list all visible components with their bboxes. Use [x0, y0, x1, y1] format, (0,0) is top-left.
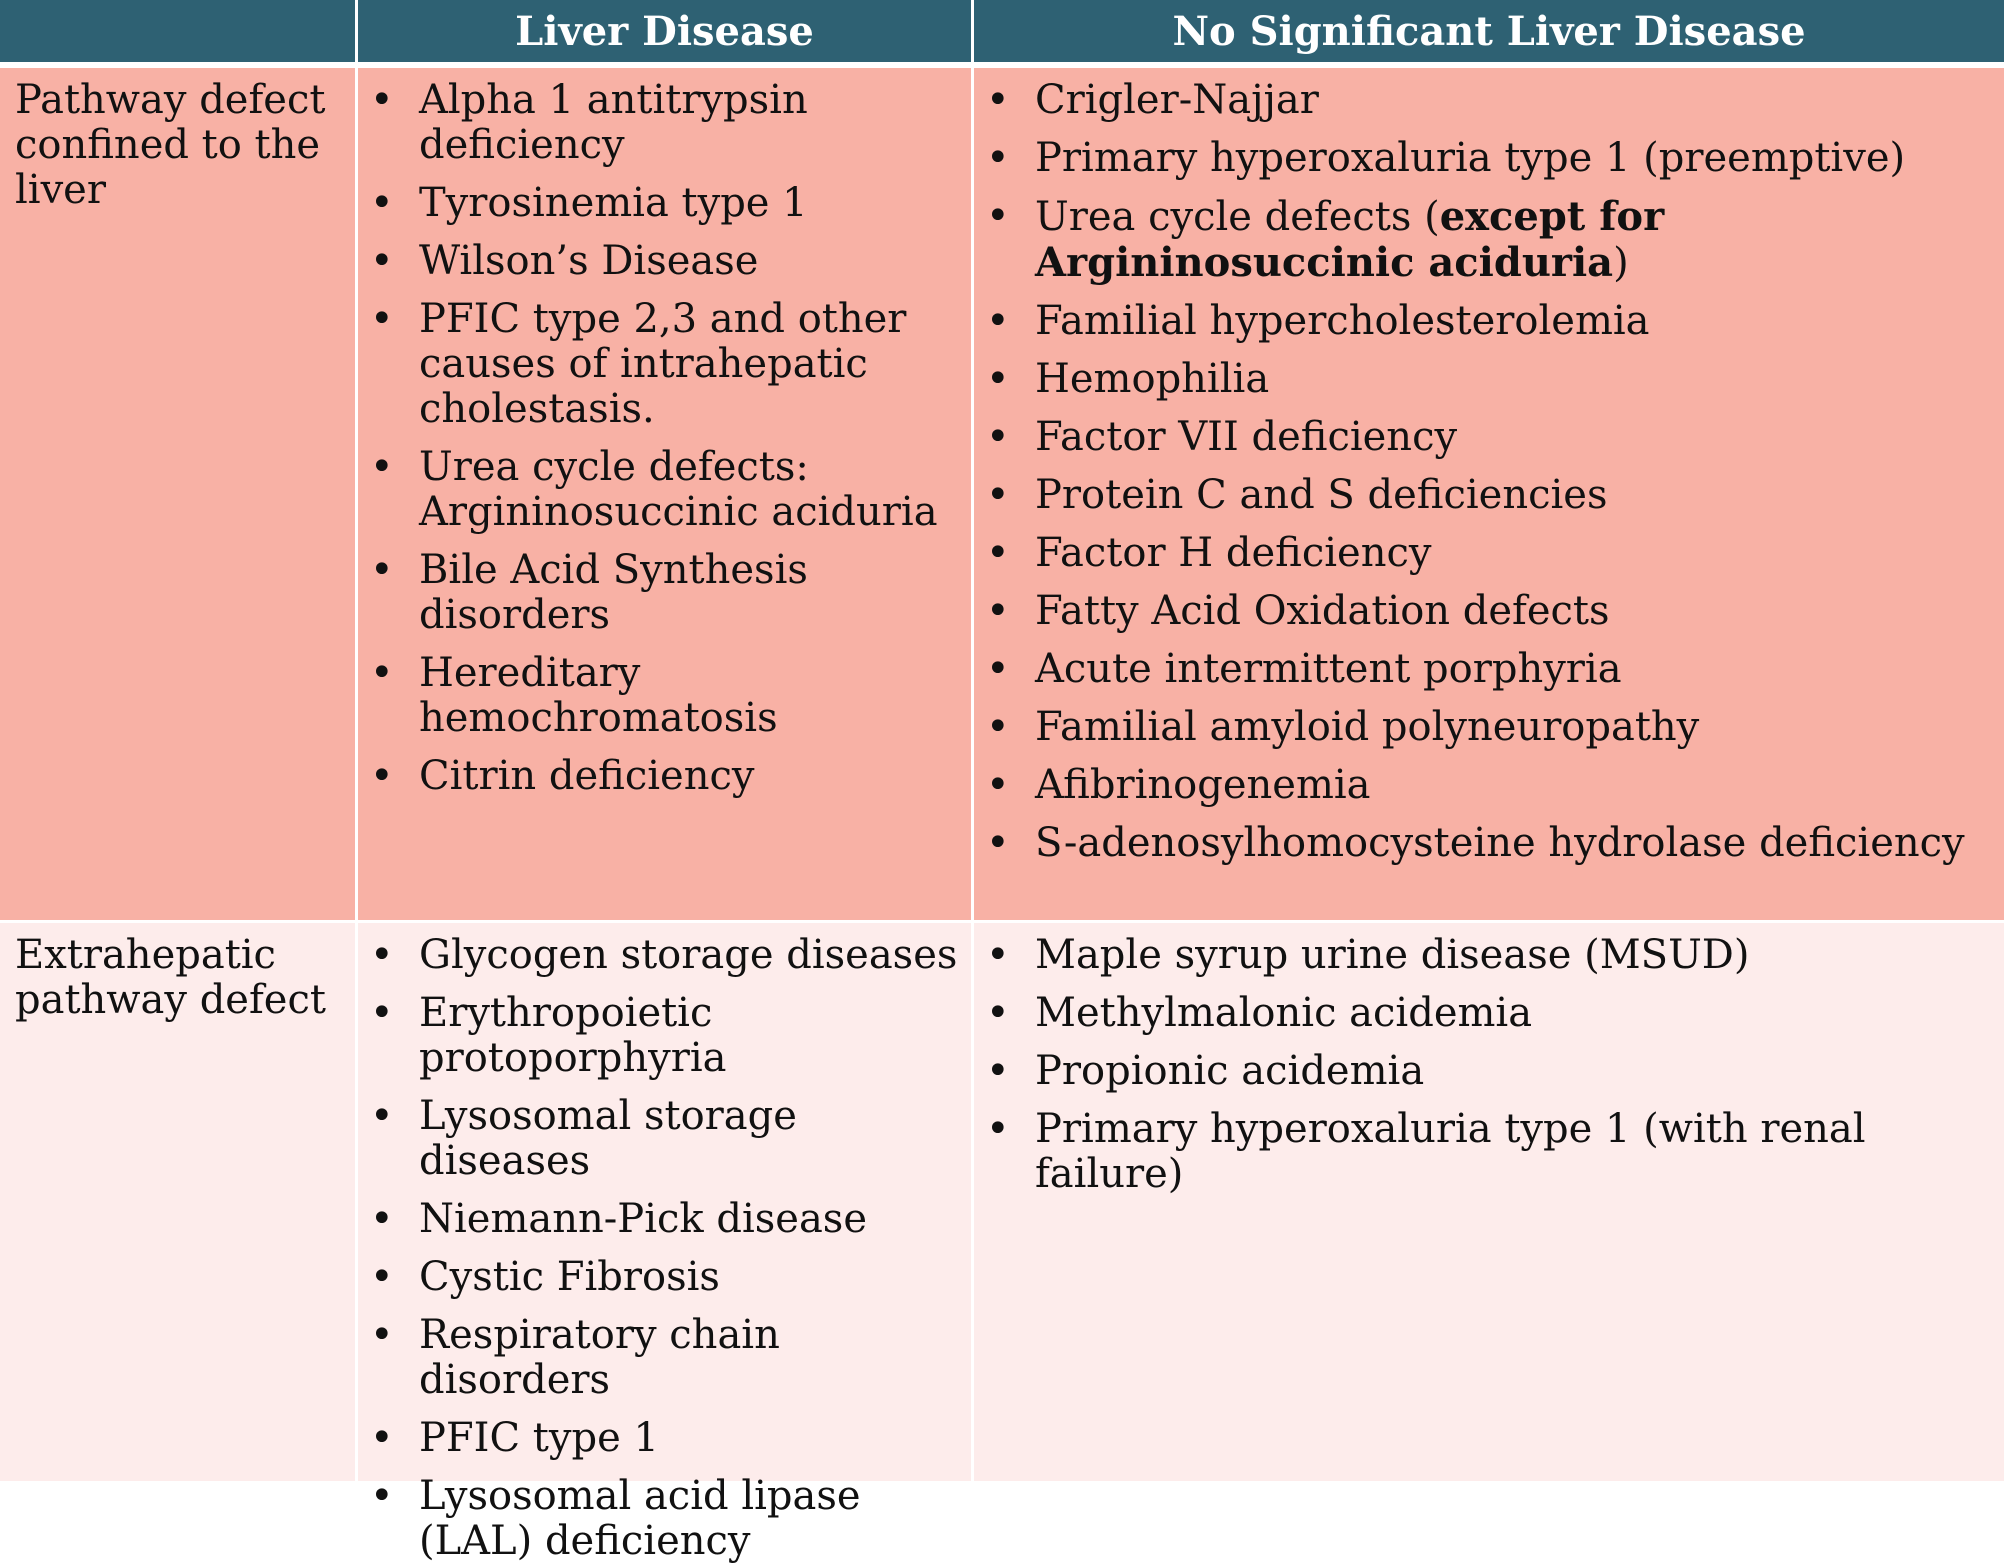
- list-item: • Bile Acid Synthesis disorders: [358, 548, 961, 638]
- list-item: • Glycogen storage diseases: [358, 933, 961, 978]
- list-item: • Propionic acidemia: [974, 1049, 1994, 1094]
- list-item: • Familial hypercholesterolemia: [974, 299, 1994, 344]
- list-item: • Crigler-Najjar: [974, 78, 1994, 123]
- no-liver-disease-list: [974, 68, 2004, 866]
- list-item: • Urea cycle defects: Argininosuccinic aciduria: [358, 445, 961, 535]
- row-label: Extrahepatic pathway defect: [15, 932, 326, 1023]
- liver-disease-list: [358, 923, 971, 1564]
- list-item: • Respiratory chain disorders: [358, 1313, 961, 1403]
- list-item: • Primary hyperoxaluria type 1 (with renal failure): [974, 1107, 1994, 1197]
- list-item: • Factor H deficiency: [974, 531, 1994, 576]
- list-item: • Factor VII deficiency: [974, 415, 1994, 460]
- header-liver-disease: [358, 0, 974, 68]
- list-item: • Lysosomal storage diseases: [358, 1094, 961, 1184]
- list-item-post-text: ): [1613, 240, 1629, 286]
- list-item: • Tyrosinemia type 1: [358, 181, 961, 226]
- list-item: • Lysosomal acid lipase (LAL) deficiency: [358, 1474, 961, 1564]
- row-label: Pathway defect confined to the liver: [15, 77, 326, 213]
- no-liver-disease-list: [974, 923, 2004, 1197]
- liver-disease-cell: [358, 68, 974, 923]
- list-item: • PFIC type 1: [358, 1416, 961, 1461]
- list-item: • Citrin deficiency: [358, 754, 961, 799]
- list-item: • Wilson’s Disease: [358, 239, 961, 284]
- list-item: • Acute intermittent porphyria: [974, 647, 1994, 692]
- list-item: [974, 194, 1994, 286]
- list-item: • Methylmalonic acidemia: [974, 991, 1994, 1036]
- list-item-bold-text: except for Argininosuccinic aciduria: [1035, 193, 1665, 286]
- liver-disease-cell: [358, 923, 974, 1564]
- header-blank-cell: [0, 0, 358, 68]
- list-item: • Protein C and S deficiencies: [974, 473, 1994, 518]
- list-item: • Fatty Acid Oxidation defects: [974, 589, 1994, 634]
- list-item: • Afibrinogenemia: [974, 763, 1994, 808]
- row-label-cell: [0, 923, 358, 1481]
- list-item: • Maple syrup urine disease (MSUD): [974, 933, 1994, 978]
- list-item: • Primary hyperoxaluria type 1 (preemptive): [974, 136, 1994, 181]
- list-item: • Familial amyloid polyneuropathy: [974, 705, 1994, 750]
- no-liver-disease-cell: [974, 923, 2004, 1481]
- row-label-cell: [0, 68, 358, 923]
- list-item: • Niemann-Pick disease: [358, 1197, 961, 1242]
- header-no-liver-disease-text: No Significant Liver Disease: [1172, 7, 1806, 55]
- no-liver-disease-cell: [974, 68, 2004, 923]
- list-item: • S-adenosylhomocysteine hydrolase deficiency: [974, 821, 1994, 866]
- list-item-pre-text: Urea cycle defects (: [1035, 194, 1440, 240]
- list-item: • Alpha 1 antitrypsin deficiency: [358, 78, 961, 168]
- liver-disease-list: [358, 68, 971, 799]
- header-no-liver-disease: [974, 0, 2004, 68]
- list-item: • Erythropoietic protoporphyria: [358, 991, 961, 1081]
- header-liver-disease-text: Liver Disease: [515, 7, 814, 55]
- list-item: • PFIC type 2,3 and other causes of intrahepatic cholestasis.: [358, 297, 961, 432]
- list-item: • Cystic Fibrosis: [358, 1255, 961, 1300]
- list-item: • Hereditary hemochromatosis: [358, 651, 961, 741]
- list-item: • Hemophilia: [974, 357, 1994, 402]
